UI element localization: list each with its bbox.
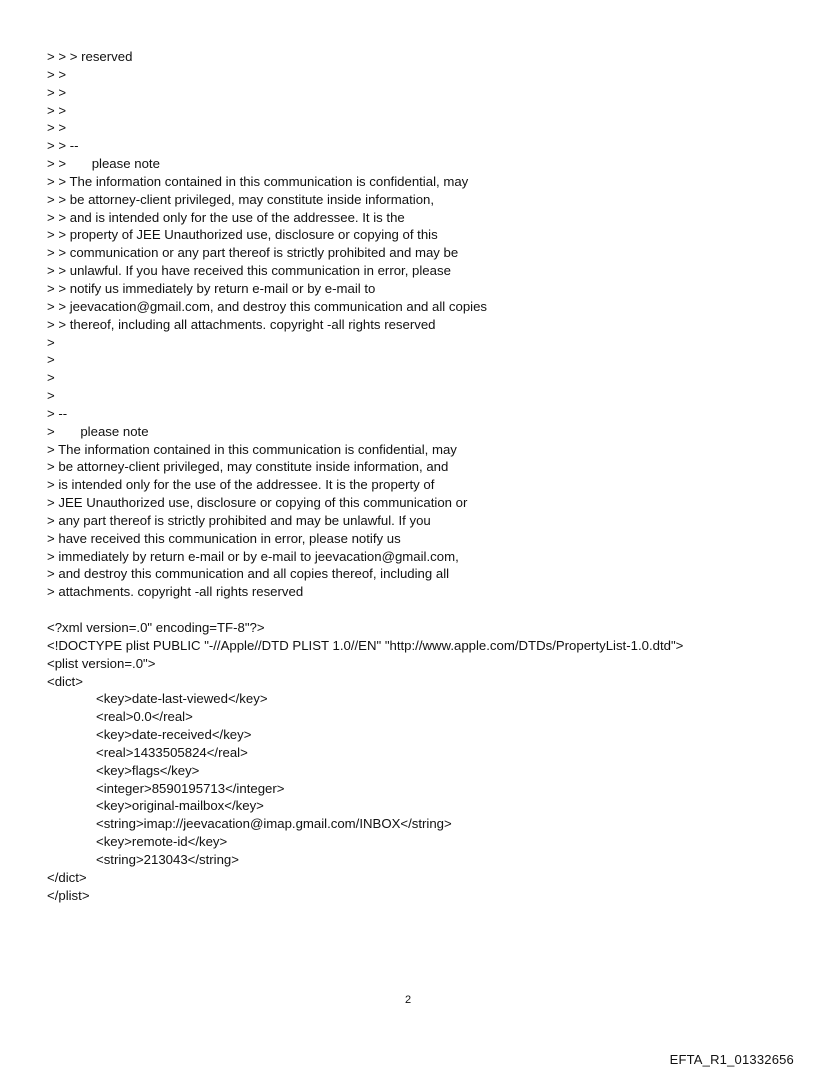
text-line: <key>date-received</key>: [96, 727, 252, 743]
text-line: <!DOCTYPE plist PUBLIC "-//Apple//DTD PLIST 1.0//EN" "http://www.apple.com/DTDs/PropertyList-1.0.dtd">: [47, 637, 684, 653]
text-line: >: [47, 370, 55, 386]
text-line: <integer>8590195713</integer>: [96, 780, 285, 796]
text-line: <real>0.0</real>: [96, 709, 193, 725]
text-line: </plist>: [47, 887, 90, 903]
text-line: <string>213043</string>: [96, 851, 239, 867]
text-line: > The information contained in this communication is confidential, may: [47, 441, 457, 457]
text-line: > JEE Unauthorized use, disclosure or copying of this communication or: [47, 495, 468, 511]
text-line: > --: [47, 405, 68, 421]
text-line: > > The information contained in this communication is confidential, may: [47, 173, 469, 189]
text-line: >: [47, 352, 55, 368]
document-body: [47, 48, 807, 905]
text-line: > attachments. copyright -all rights reserved: [47, 584, 304, 600]
text-line: <dict>: [47, 673, 83, 689]
text-line: > > jeevacation@gmail.com, and destroy this communication and all copies: [47, 298, 488, 314]
text-line: > > --: [47, 138, 79, 154]
text-line: [47, 601, 807, 619]
text-line: > >: [47, 84, 67, 100]
text-line: > > unlawful. If you have received this communication in error, please: [47, 263, 451, 279]
text-line: <key>date-last-viewed</key>: [96, 691, 268, 707]
text-line: >: [47, 388, 55, 404]
text-line: > > > reserved: [47, 49, 133, 64]
text-line: > have received this communication in error, please notify us: [47, 530, 401, 546]
text-line: <key>flags</key>: [96, 762, 200, 778]
text-line: > please note: [47, 423, 149, 439]
text-line: > is intended only for the use of the addressee. It is the property of: [47, 477, 435, 493]
text-line: > > notify us immediately by return e-mail or by e-mail to: [47, 280, 376, 296]
text-line: > be attorney-client privileged, may constitute inside information, and: [47, 459, 449, 475]
text-line: </dict>: [47, 869, 87, 885]
text-line: > >: [47, 120, 67, 136]
text-line: > immediately by return e-mail or by e-mail to jeevacation@gmail.com,: [47, 548, 459, 564]
text-line: >: [47, 334, 55, 350]
text-line: > > thereof, including all attachments. copyright -all rights reserved: [47, 316, 436, 332]
text-line: > > and is intended only for the use of the addressee. It is the: [47, 209, 405, 225]
text-line: > > please note: [47, 156, 160, 172]
text-line: <string>imap://jeevacation@imap.gmail.com/INBOX</string>: [96, 816, 452, 832]
text-line: <key>remote-id</key>: [96, 834, 228, 850]
page-number: 2: [404, 994, 412, 1006]
text-line: > > be attorney-client privileged, may constitute inside information,: [47, 191, 435, 207]
text-line: > and destroy this communication and all copies thereof, including all: [47, 566, 450, 582]
text-line: > > communication or any part thereof is strictly prohibited and may be: [47, 245, 459, 261]
text-line: <plist version=.0">: [47, 655, 156, 671]
text-line: > >: [47, 102, 67, 118]
text-line: <key>original-mailbox</key>: [96, 798, 264, 814]
text-line: > > property of JEE Unauthorized use, disclosure or copying of this: [47, 227, 438, 243]
text-line: > >: [47, 66, 67, 82]
text-line: > any part thereof is strictly prohibited and may be unlawful. If you: [47, 512, 431, 528]
document-id-stamp: EFTA_R1_01332656: [669, 1052, 794, 1067]
text-line: <?xml version=.0" encoding=TF-8"?>: [47, 620, 265, 635]
text-line: <real>1433505824</real>: [96, 744, 248, 760]
